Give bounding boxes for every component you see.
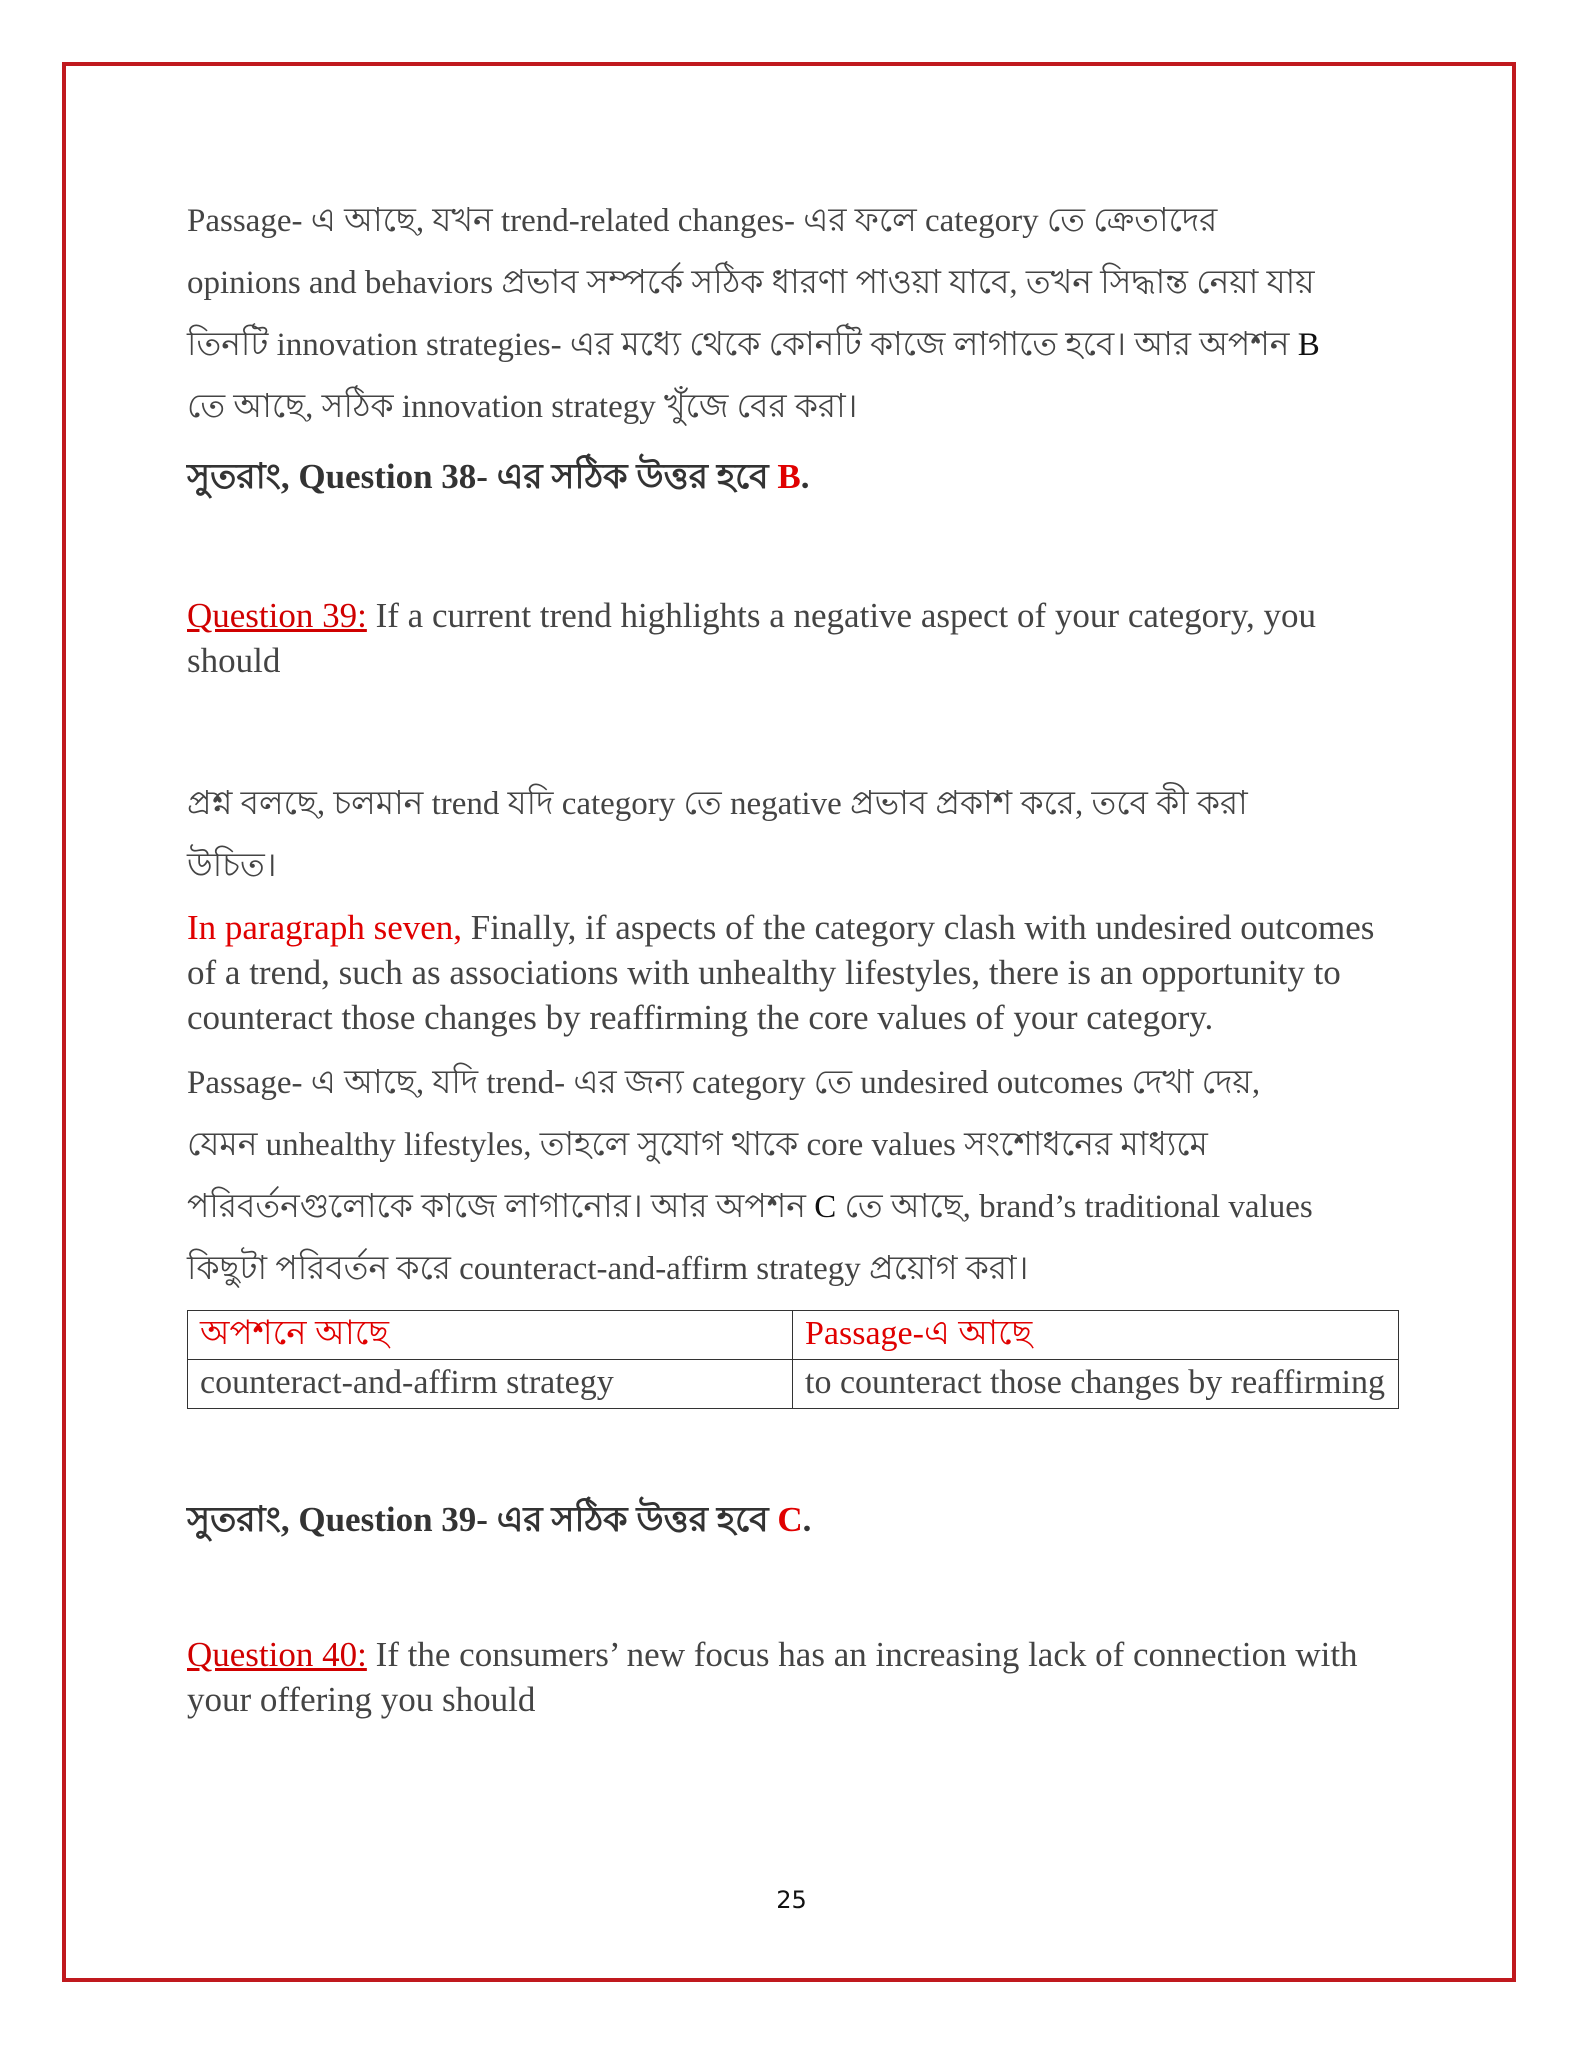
answer-39 [187, 1497, 1397, 1542]
table-row [188, 1360, 1399, 1409]
answer-text: সুতরাং, Question 39- এর সঠিক উত্তর হবে [187, 1500, 778, 1539]
page-content [187, 190, 1397, 1722]
text-span: তে আছে, brand’s traditional values [836, 1189, 1313, 1225]
quote-text: Finally, if aspects of the category clash with undesired outcomes of a trend, such as associations with unhealthy lifestyles, there is an opportunity to counteract those changes by reaffirming the core values of your category. [187, 908, 1375, 1037]
table-header-cell: অপশনে আছে [188, 1311, 793, 1360]
question-text: If the consumers’ new focus has an increasing lack of connection with your offering you should [187, 1635, 1358, 1719]
explanation-39-intro [187, 773, 1397, 897]
option-letter: B [1297, 327, 1320, 363]
text-line: opinions and behaviors প্রভাব সম্পর্কে সঠিক ধারণা পাওয়া যাবে, তখন সিদ্ধান্ত নেয়া যায় [187, 265, 1315, 301]
answer-suffix: . [802, 1500, 812, 1539]
table-cell: to counteract those changes by reaffirming [793, 1360, 1399, 1409]
question-label: Question 39: [187, 596, 367, 635]
answer-letter: C [777, 1500, 803, 1539]
option-letter: C [814, 1189, 837, 1225]
page-number: 25 [776, 1886, 807, 1914]
table-header-cell: Passage-এ আছে [793, 1311, 1399, 1360]
text-line: Passage- এ আছে, যখন trend-related changes- এর ফলে category তে ক্রেতাদের [187, 203, 1218, 239]
table-header-row [188, 1311, 1399, 1360]
table-cell: counteract-and-affirm strategy [188, 1360, 793, 1409]
answer-text: সুতরাং, Question 38- এর সঠিক উত্তর হবে [187, 457, 778, 496]
answer-letter: B [777, 457, 801, 496]
text-span: পরিবর্তনগুলোকে কাজে লাগানোর। আর অপশন [187, 1189, 815, 1225]
question-40 [187, 1632, 1397, 1722]
text-line: Passage- এ আছে, যদি trend- এর জন্য category তে undesired outcomes দেখা দেয়, [187, 1065, 1261, 1101]
explanation-38 [187, 190, 1397, 438]
text-line [187, 1176, 1397, 1238]
question-text: If a current trend highlights a negative aspect of your category, you should [187, 596, 1317, 680]
text-line: প্রশ্ন বলছে, চলমান trend যদি category তে negative প্রভাব প্রকাশ করে, তবে কী করা [187, 786, 1248, 822]
text-line: উচিত। [187, 848, 277, 884]
answer-38 [187, 454, 1397, 499]
text-line: তে আছে, সঠিক innovation strategy খুঁজে বের করা। [187, 389, 858, 425]
passage-quote [187, 905, 1397, 1040]
paragraph-label: In paragraph seven, [187, 908, 463, 947]
question-label: Question 40: [187, 1635, 367, 1674]
question-39 [187, 593, 1397, 683]
text-line: যেমন unhealthy lifestyles, তাহলে সুযোগ থাকে core values সংশোধনের মাধ্যমে [187, 1127, 1208, 1163]
answer-suffix: . [800, 457, 810, 496]
text-line [187, 314, 1397, 376]
text-line: কিছুটা পরিবর্তন করে counteract-and-affirm strategy প্রয়োগ করা। [187, 1251, 1029, 1287]
explanation-39 [187, 1052, 1397, 1300]
text-span: তিনটি innovation strategies- এর মধ্যে থেকে কোনটি কাজে লাগাতে হবে। আর অপশন [187, 327, 1290, 363]
comparison-table [187, 1310, 1399, 1409]
